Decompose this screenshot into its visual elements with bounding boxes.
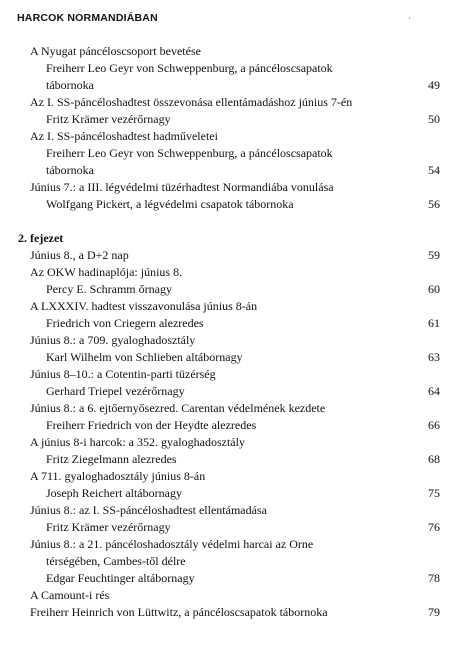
section-gap	[0, 213, 460, 230]
toc-entry-text: Június 8.: a 21. páncéloshadosztály védelmi harcai az Orne	[30, 537, 314, 551]
toc-entry	[0, 94, 460, 111]
toc-entry-text: Freiherr Leo Geyr von Schweppenburg, a páncéloscsapatok	[46, 61, 333, 75]
toc-entry	[0, 349, 460, 366]
toc-entry	[0, 43, 460, 60]
toc-entry-text: Gerhard Triepel vezérőrnagy	[46, 384, 185, 398]
toc-entry-text: Június 8.: a 6. ejtőernyősezred. Carentan védelmének kezdete	[30, 401, 326, 415]
toc-section-1	[0, 43, 460, 213]
toc-entry	[0, 298, 460, 315]
toc-entry	[0, 553, 460, 570]
toc-entry	[0, 281, 460, 298]
chapter-title: 2. fejezet	[18, 231, 64, 245]
toc-entry	[0, 400, 460, 417]
toc-entry-text: Június 7.: a III. légvédelmi tüzérhadtest Normandiába vonulása	[30, 180, 334, 194]
toc-entry-text: A Nyugat páncéloscsoport bevetése	[30, 44, 201, 58]
toc-entry-text: A Camount-i rés	[30, 588, 110, 602]
toc-entry	[0, 247, 460, 264]
toc-entry	[0, 383, 460, 400]
toc-entry-text: Fritz Krämer vezérőrnagy	[46, 520, 171, 534]
toc-page-number: 76	[428, 520, 440, 534]
toc-entry-text: Freiherr Leo Geyr von Schweppenburg, a páncéloscsapatok	[46, 146, 333, 160]
toc-entry	[0, 196, 460, 213]
toc-entry-text: Joseph Reichert altábornagy	[46, 486, 182, 500]
toc-entry	[0, 60, 460, 77]
toc-entry-text: térségében, Cambes-től délre	[46, 554, 186, 568]
toc-page-number: 66	[428, 418, 440, 432]
running-head: HARCOK NORMANDIÁBAN	[17, 12, 158, 24]
toc-entry-text: Június 8.: az I. SS-páncéloshadtest ellentámadása	[30, 503, 267, 517]
toc-entry-text: Karl Wilhelm von Schlieben altábornagy	[46, 350, 243, 364]
toc-entry-text: Fritz Ziegelmann alezredes	[46, 452, 177, 466]
toc-entry-text: Június 8., a D+2 nap	[30, 248, 129, 262]
toc-entry	[0, 332, 460, 349]
toc-entry	[0, 468, 460, 485]
toc-entry-text: Percy E. Schramm őrnagy	[46, 282, 172, 296]
toc-entry	[0, 111, 460, 128]
toc-entry-text: A 711. gyaloghadosztály június 8-án	[30, 469, 206, 483]
toc-entry	[0, 179, 460, 196]
toc-page-number: 60	[428, 282, 440, 296]
toc-entry	[0, 451, 460, 468]
toc-entry	[0, 315, 460, 332]
chapter-heading	[0, 230, 460, 247]
toc-page-number: 50	[428, 112, 440, 126]
toc-entry	[0, 264, 460, 281]
toc-entry	[0, 519, 460, 536]
toc-entry	[0, 162, 460, 179]
toc-entry-text: Wolfgang Pickert, a légvédelmi csapatok tábornoka	[46, 197, 294, 211]
toc-entry	[0, 145, 460, 162]
toc-section-2	[0, 247, 460, 621]
toc-entry-text: Az I. SS-páncéloshadtest összevonása ellentámadáshoz június 7-én	[30, 95, 353, 109]
toc-page-number: 59	[428, 248, 440, 262]
toc-page-number: 54	[428, 163, 440, 177]
toc-entry-text: Június 8–10.: a Cotentin-parti tüzérség	[30, 367, 216, 381]
toc-entry	[0, 485, 460, 502]
toc-page-number: 64	[428, 384, 440, 398]
toc-entry-text: Edgar Feuchtinger altábornagy	[46, 571, 195, 585]
toc-entry	[0, 604, 460, 621]
toc-entry	[0, 366, 460, 383]
toc-entry-text: Június 8.: a 709. gyaloghadosztály	[30, 333, 196, 347]
toc-entry-text: Friedrich von Criegern alezredes	[46, 316, 204, 330]
toc-entry-text: Fritz Krämer vezérőrnagy	[46, 112, 171, 126]
toc-page-number: 61	[428, 316, 440, 330]
toc-entry	[0, 434, 460, 451]
toc-page-number: 56	[428, 197, 440, 211]
toc-entry-text: Freiherr Heinrich von Lüttwitz, a páncéloscsapatok tábornoka	[30, 605, 328, 619]
toc-entry	[0, 536, 460, 553]
toc-page-number: 63	[428, 350, 440, 364]
toc-entry	[0, 128, 460, 145]
toc-page-number: 68	[428, 452, 440, 466]
toc-page-number: 49	[428, 78, 440, 92]
toc-entry-text: Az I. SS-páncéloshadtest hadműveletei	[30, 129, 218, 143]
toc-entry-text: A június 8-i harcok: a 352. gyaloghadosztály	[30, 435, 245, 449]
toc-entry-text: tábornoka	[46, 78, 94, 92]
toc-page-number: 75	[428, 486, 440, 500]
table-of-contents	[0, 43, 460, 621]
toc-entry	[0, 587, 460, 604]
toc-entry	[0, 502, 460, 519]
toc-page-number: 79	[428, 605, 440, 619]
toc-page-number: 78	[428, 571, 440, 585]
page-mark: ·	[408, 14, 411, 23]
toc-entry-text: tábornoka	[46, 163, 94, 177]
toc-entry-text: A LXXXIV. hadtest visszavonulása június 8-án	[30, 299, 258, 313]
toc-entry	[0, 570, 460, 587]
toc-entry	[0, 77, 460, 94]
toc-entry-text: Freiherr Friedrich von der Heydte alezredes	[46, 418, 257, 432]
toc-entry-text: Az OKW hadinaplója: június 8.	[30, 265, 183, 279]
toc-entry	[0, 417, 460, 434]
